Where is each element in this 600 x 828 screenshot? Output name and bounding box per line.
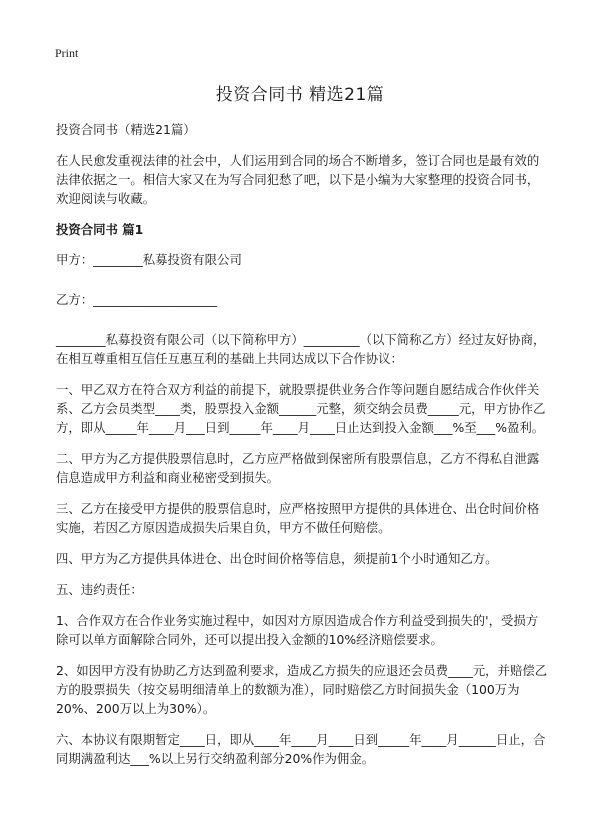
clause-6: 六、本协议有限期暂定____日，即从____年____月____日到_____年____月______日止，合同期满盈利达___%以上另行交纳盈利部分20%作为佣金。 — [56, 732, 546, 766]
clause-4: 四、甲方为乙方提供具体进仓、出仓时间价格等信息，须提前1个小时通知乙方。 — [56, 551, 498, 566]
print-link[interactable]: Print — [55, 46, 79, 60]
document-subtitle: 投资合同书（精选21篇） — [56, 122, 196, 137]
document-body — [56, 120, 548, 780]
clause-3: 三、乙方在接受甲方提供的股票信息时，应严格按照甲方提供的具体进仓、出仓时间价格实施，若因乙方原因造成损失后果自负，甲方不做任何赔偿。 — [56, 501, 540, 535]
clause-1: 一、甲乙双方在符合双方利益的前提下，就股票提供业务合作等问题自愿结成合作伙伴关系、乙方会员类型____类，股票投入金额______元整，须交纳会员费_____元，甲方协作乙方，即从_____年____月___日到_____年____月____日止达到投入金额___%至___%盈利。 — [56, 382, 546, 435]
document-title: 投资合同书 精选21篇 — [215, 85, 385, 105]
clause-5-item-1: 1、合作双方在合作业务实施过程中，如因对方原因造成合作方利益受到损失的'，受损方除可以单方面解除合同外，还可以提出投入金额的10%经济赔偿要求。 — [56, 613, 539, 647]
clause-2: 二、甲方为乙方提供股票信息时，乙方应严格做到保密所有股票信息，乙方不得私自泄露信息造成甲方利益和商业秘密受到损失。 — [56, 451, 540, 485]
clause-5-heading: 五、违约责任： — [56, 582, 143, 597]
section-heading: 投资合同书 篇1 — [56, 222, 144, 237]
intro-paragraph: 在人民愈发重视法律的社会中，人们运用到合同的场合不断增多，签订合同也是最有效的法律依据之一。相信大家又在为写合同犯愁了吧，以下是小编为大家整理的投资合同书，欢迎阅读与收藏。 — [56, 153, 540, 206]
party-b-line: 乙方：____________________ — [56, 292, 218, 307]
preamble-paragraph: ________私募投资有限公司（以下简称甲方）_________（以下简称乙方）经过友好协商，在相互尊重相互信任互惠互利的基础上共同达成以下合作协议： — [56, 332, 546, 366]
clause-5-item-2: 2、如因甲方没有协助乙方达到盈利要求，造成乙方损失的应退还会员费____元，并赔偿乙方的股票损失（按交易明细清单上的数额为准），同时赔偿乙方时间损失金（100万为20%、200万以上为30%）。 — [56, 663, 548, 716]
party-a-line: 甲方：________私募投资有限公司 — [56, 252, 242, 267]
